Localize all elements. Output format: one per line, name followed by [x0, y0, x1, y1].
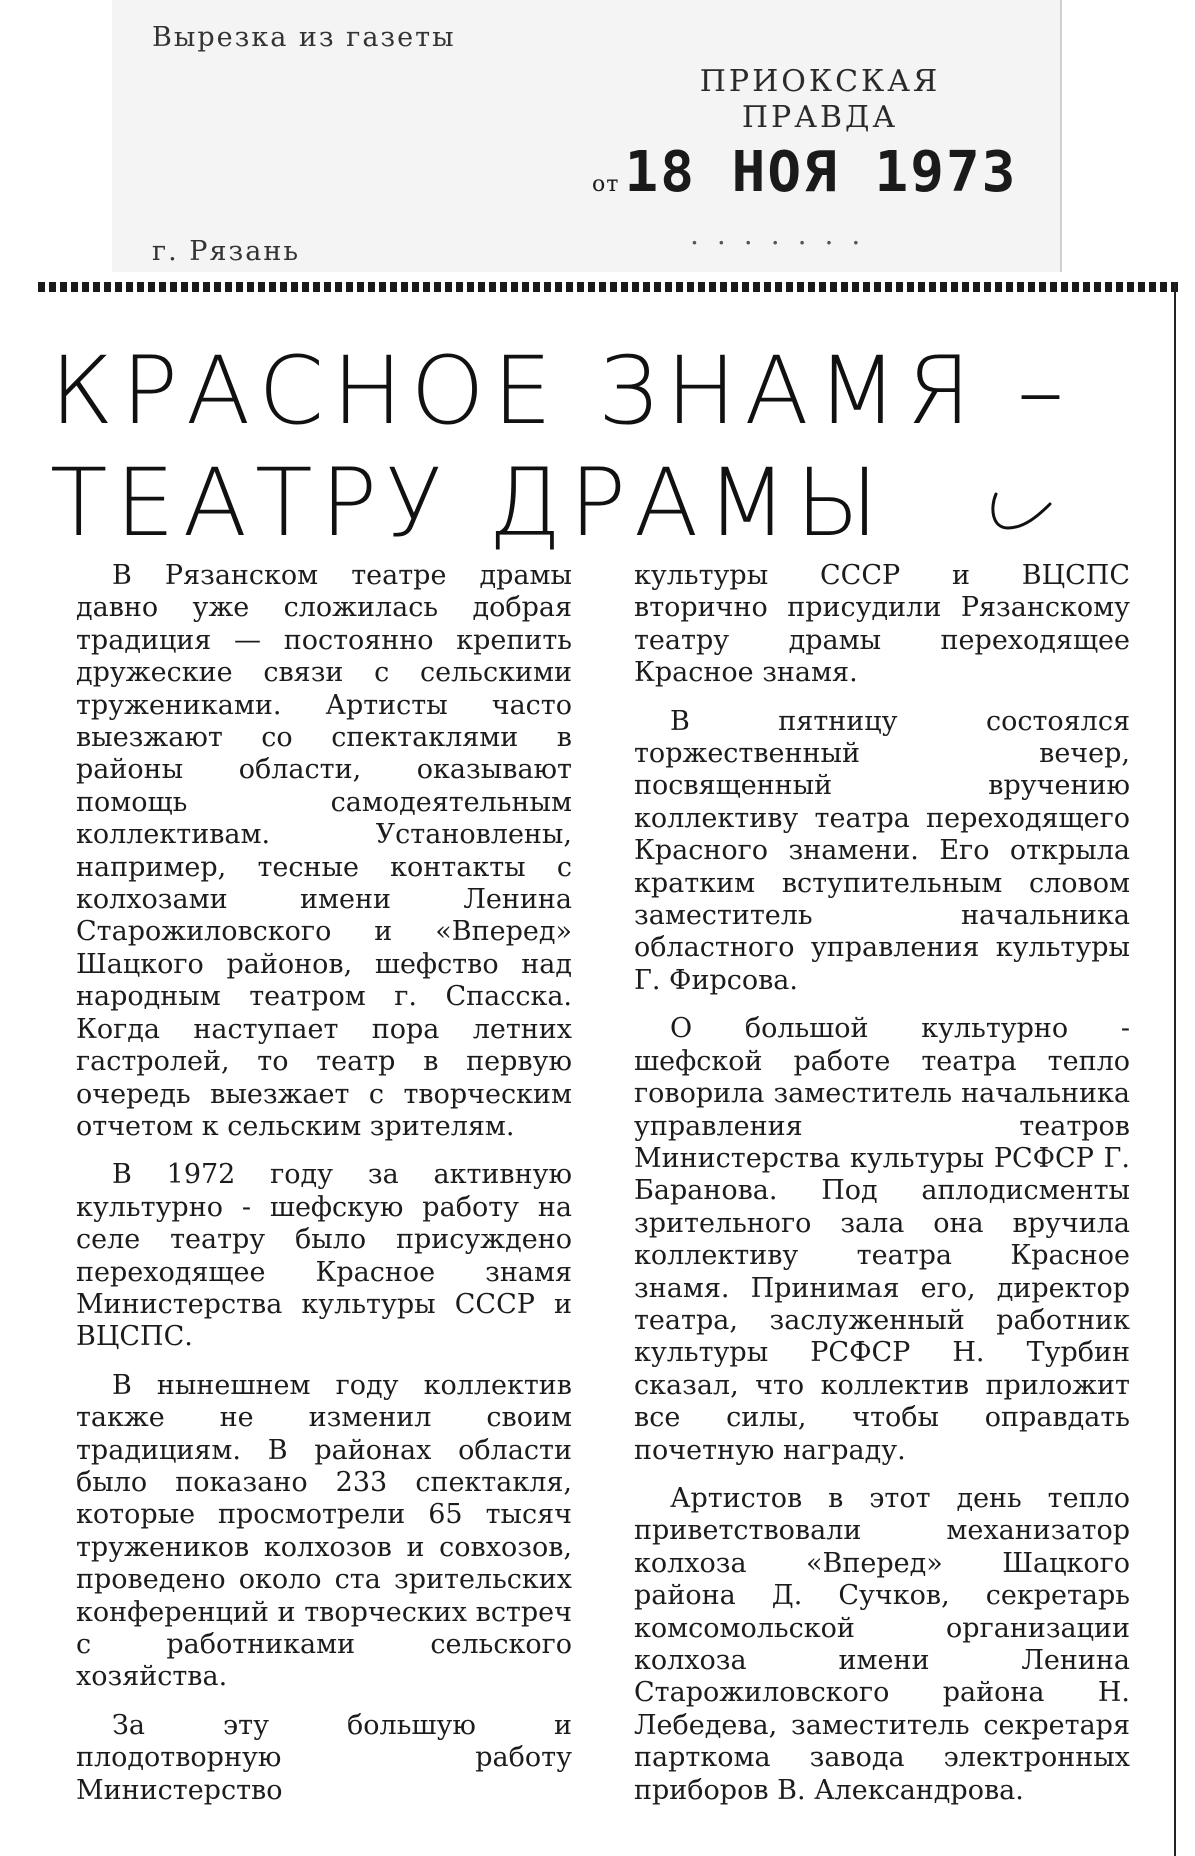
- date-stamp: 18 НОЯ 1973: [624, 140, 1018, 205]
- paragraph: О большой культурно - шефской работе театра тепло говорила заместитель начальника управления театров Министерства культуры РСФСР Г. Баранова. Под аплодисменты зрительного зала она вручила коллективу театра Красное знамя. Принимая его, директор театра, заслуженный работник культуры РСФСР Н. Турбин сказал, что коллектив приложит все силы, чтобы оправдать почетную награду.: [634, 1013, 1130, 1466]
- article-column-left: [76, 560, 572, 1823]
- paragraph: В 1972 году за активную культурно - шефскую работу на селе театру было присуждено переходящее Красное знамя Министерства культуры СССР и ВЦСПС.: [76, 1159, 572, 1353]
- paragraph: В пятницу состоялся торжественный вечер, посвященный вручению коллективу театра переходящего Красного знамени. Его открыла кратким вступительным словом заместитель начальника областного управления культуры Г. Фирсова.: [634, 705, 1130, 996]
- right-border-line: [1174, 282, 1176, 1856]
- dotted-line: .......: [690, 218, 879, 251]
- clipping-label: Вырезка из газеты: [152, 22, 456, 53]
- article-column-right: [634, 560, 1130, 1823]
- date-stamp-line: [592, 140, 1017, 205]
- paragraph: В нынешнем году коллектив также не изменил своим традициям. В районах области было показано 233 спектакля, которые просмотрели 65 тысяч тружеников колхозов и совхозов, проведено около ста зрительских конференций и творческих встреч с работниками сельского хозяйства.: [76, 1369, 572, 1693]
- headline-line-1: КРАСНОЕ ЗНАМЯ –: [50, 337, 1072, 446]
- handwritten-check-mark: [986, 488, 1056, 536]
- paragraph: За эту большую и плодотворную работу Министерство: [76, 1709, 572, 1806]
- clipping-header: [0, 0, 1195, 290]
- city-label: г. Рязань: [152, 236, 301, 267]
- paragraph: культуры СССР и ВЦСПС вторично присудили Рязанскому театру драмы переходящее Красное знамя.: [634, 560, 1130, 689]
- article-headline: [50, 336, 1150, 560]
- dashed-border-rule: [38, 282, 1178, 292]
- newspaper-name: ПРИОКСКАЯ ПРАВДА: [699, 64, 941, 135]
- headline-line-2: ТЕАТРУ ДРАМЫ: [50, 449, 887, 558]
- paragraph: В Рязанском театре драмы давно уже сложилась добрая традиция — постоянно крепить дружеские связи с сельскими тружениками. Артисты часто выезжают со спектаклями в районы области, оказывают помощь самодеятельным коллективам. Установлены, например, тесные контакты с колхозами имени Ленина Старожиловского и «Вперед» Шацкого районов, шефство над народным театром г. Спасска. Когда наступает пора летних гастролей, то театр в первую очередь выезжает с творческим отчетом к сельским зрителям.: [76, 560, 572, 1142]
- paragraph: Артистов в этот день тепло приветствовали механизатор колхоза «Вперед» Шацкого района Д. Сучков, секретарь комсомольской организации колхоза имени Ленина Старожиловского района Н. Лебедева, заместитель секретаря парткома завода электронных приборов В. Александрова.: [634, 1482, 1130, 1806]
- date-prefix: от: [592, 172, 620, 197]
